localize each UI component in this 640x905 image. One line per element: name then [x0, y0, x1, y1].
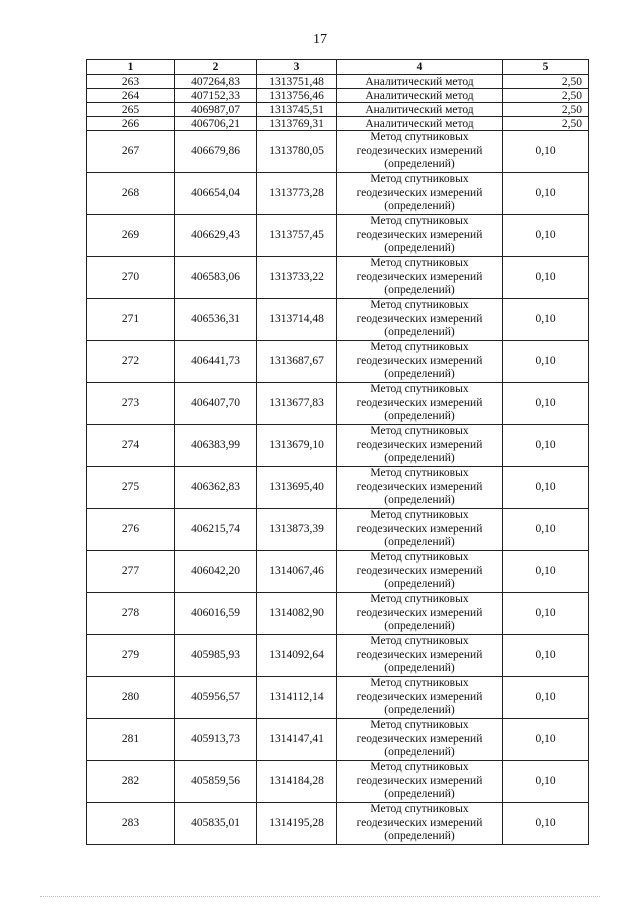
x-coordinate-cell: 405835,01	[175, 803, 257, 845]
accuracy-cell: 0,10	[503, 635, 589, 677]
x-coordinate-cell: 406583,06	[175, 257, 257, 299]
method-cell: Метод спутниковых геодезических измерений (определений)	[337, 257, 503, 299]
accuracy-cell: 0,10	[503, 173, 589, 215]
x-coordinate-cell: 406407,70	[175, 383, 257, 425]
method-cell: Метод спутниковых геодезических измерений (определений)	[337, 173, 503, 215]
point-number-cell: 271	[87, 299, 175, 341]
point-number-cell: 276	[87, 509, 175, 551]
point-number-cell: 266	[87, 117, 175, 131]
method-cell: Метод спутниковых геодезических измерений (определений)	[337, 677, 503, 719]
table-row	[87, 677, 589, 719]
y-coordinate-cell: 1314082,90	[257, 593, 337, 635]
point-number-cell: 264	[87, 89, 175, 103]
y-coordinate-cell: 1313873,39	[257, 509, 337, 551]
accuracy-cell: 0,10	[503, 383, 589, 425]
method-cell: Аналитический метод	[337, 103, 503, 117]
table-row	[87, 467, 589, 509]
table-row	[87, 509, 589, 551]
x-coordinate-cell: 407152,33	[175, 89, 257, 103]
accuracy-cell: 0,10	[503, 803, 589, 845]
table-row	[87, 761, 589, 803]
table-row	[87, 425, 589, 467]
method-cell: Метод спутниковых геодезических измерений (определений)	[337, 635, 503, 677]
accuracy-cell: 0,10	[503, 719, 589, 761]
table-row	[87, 803, 589, 845]
point-number-cell: 274	[87, 425, 175, 467]
y-coordinate-cell: 1314147,41	[257, 719, 337, 761]
x-coordinate-cell: 406362,83	[175, 467, 257, 509]
table-row	[87, 89, 589, 103]
accuracy-cell: 0,10	[503, 131, 589, 173]
table-row	[87, 341, 589, 383]
table-row	[87, 593, 589, 635]
method-cell: Метод спутниковых геодезических измерений (определений)	[337, 425, 503, 467]
accuracy-cell: 0,10	[503, 509, 589, 551]
column-header: 5	[503, 60, 589, 75]
table-row	[87, 75, 589, 89]
point-number-cell: 277	[87, 551, 175, 593]
x-coordinate-cell: 406042,20	[175, 551, 257, 593]
point-number-cell: 265	[87, 103, 175, 117]
x-coordinate-cell: 405913,73	[175, 719, 257, 761]
table-header-row	[87, 60, 589, 75]
y-coordinate-cell: 1313769,31	[257, 117, 337, 131]
method-cell: Метод спутниковых геодезических измерений (определений)	[337, 761, 503, 803]
x-coordinate-cell: 406215,74	[175, 509, 257, 551]
method-cell: Метод спутниковых геодезических измерений (определений)	[337, 299, 503, 341]
accuracy-cell: 0,10	[503, 341, 589, 383]
y-coordinate-cell: 1313745,51	[257, 103, 337, 117]
point-number-cell: 275	[87, 467, 175, 509]
column-header: 2	[175, 60, 257, 75]
accuracy-cell: 0,10	[503, 677, 589, 719]
x-coordinate-cell: 405956,57	[175, 677, 257, 719]
x-coordinate-cell: 405859,56	[175, 761, 257, 803]
method-cell: Метод спутниковых геодезических измерений (определений)	[337, 593, 503, 635]
y-coordinate-cell: 1314195,28	[257, 803, 337, 845]
y-coordinate-cell: 1313679,10	[257, 425, 337, 467]
point-number-cell: 281	[87, 719, 175, 761]
table-row	[87, 117, 589, 131]
coordinates-table	[86, 59, 589, 845]
y-coordinate-cell: 1313714,48	[257, 299, 337, 341]
table-row	[87, 173, 589, 215]
table-row	[87, 635, 589, 677]
x-coordinate-cell: 406441,73	[175, 341, 257, 383]
column-header: 4	[337, 60, 503, 75]
point-number-cell: 263	[87, 75, 175, 89]
accuracy-cell: 2,50	[503, 89, 589, 103]
accuracy-cell: 0,10	[503, 593, 589, 635]
scan-edge-line	[40, 896, 600, 898]
x-coordinate-cell: 406383,99	[175, 425, 257, 467]
accuracy-cell: 0,10	[503, 215, 589, 257]
accuracy-cell: 0,10	[503, 551, 589, 593]
x-coordinate-cell: 406679,86	[175, 131, 257, 173]
table-row	[87, 299, 589, 341]
y-coordinate-cell: 1313780,05	[257, 131, 337, 173]
method-cell: Метод спутниковых геодезических измерений (определений)	[337, 467, 503, 509]
point-number-cell: 268	[87, 173, 175, 215]
table-row	[87, 131, 589, 173]
y-coordinate-cell: 1313773,28	[257, 173, 337, 215]
table-row	[87, 551, 589, 593]
point-number-cell: 269	[87, 215, 175, 257]
column-header: 1	[87, 60, 175, 75]
column-header: 3	[257, 60, 337, 75]
point-number-cell: 267	[87, 131, 175, 173]
x-coordinate-cell: 406706,21	[175, 117, 257, 131]
x-coordinate-cell: 406987,07	[175, 103, 257, 117]
method-cell: Метод спутниковых геодезических измерений (определений)	[337, 215, 503, 257]
table-row	[87, 719, 589, 761]
x-coordinate-cell: 406654,04	[175, 173, 257, 215]
table-row	[87, 383, 589, 425]
accuracy-cell: 0,10	[503, 299, 589, 341]
point-number-cell: 279	[87, 635, 175, 677]
table-body	[87, 75, 589, 845]
y-coordinate-cell: 1314184,28	[257, 761, 337, 803]
point-number-cell: 270	[87, 257, 175, 299]
accuracy-cell: 0,10	[503, 467, 589, 509]
y-coordinate-cell: 1313733,22	[257, 257, 337, 299]
y-coordinate-cell: 1313677,83	[257, 383, 337, 425]
y-coordinate-cell: 1314092,64	[257, 635, 337, 677]
accuracy-cell: 0,10	[503, 425, 589, 467]
method-cell: Метод спутниковых геодезических измерений (определений)	[337, 131, 503, 173]
y-coordinate-cell: 1313756,46	[257, 89, 337, 103]
y-coordinate-cell: 1313751,48	[257, 75, 337, 89]
point-number-cell: 278	[87, 593, 175, 635]
y-coordinate-cell: 1313695,40	[257, 467, 337, 509]
method-cell: Метод спутниковых геодезических измерений (определений)	[337, 803, 503, 845]
y-coordinate-cell: 1313687,67	[257, 341, 337, 383]
table-row	[87, 103, 589, 117]
method-cell: Метод спутниковых геодезических измерений (определений)	[337, 509, 503, 551]
x-coordinate-cell: 407264,83	[175, 75, 257, 89]
accuracy-cell: 2,50	[503, 103, 589, 117]
y-coordinate-cell: 1314067,46	[257, 551, 337, 593]
x-coordinate-cell: 406629,43	[175, 215, 257, 257]
method-cell: Метод спутниковых геодезических измерений (определений)	[337, 341, 503, 383]
method-cell: Метод спутниковых геодезических измерений (определений)	[337, 719, 503, 761]
y-coordinate-cell: 1314112,14	[257, 677, 337, 719]
method-cell: Метод спутниковых геодезических измерений (определений)	[337, 551, 503, 593]
accuracy-cell: 0,10	[503, 761, 589, 803]
table-row	[87, 215, 589, 257]
table-row	[87, 257, 589, 299]
point-number-cell: 273	[87, 383, 175, 425]
method-cell: Аналитический метод	[337, 117, 503, 131]
accuracy-cell: 0,10	[503, 257, 589, 299]
method-cell: Аналитический метод	[337, 89, 503, 103]
y-coordinate-cell: 1313757,45	[257, 215, 337, 257]
point-number-cell: 272	[87, 341, 175, 383]
x-coordinate-cell: 406016,59	[175, 593, 257, 635]
x-coordinate-cell: 405985,93	[175, 635, 257, 677]
page-number: 17	[313, 32, 327, 47]
point-number-cell: 282	[87, 761, 175, 803]
point-number-cell: 283	[87, 803, 175, 845]
accuracy-cell: 2,50	[503, 117, 589, 131]
x-coordinate-cell: 406536,31	[175, 299, 257, 341]
point-number-cell: 280	[87, 677, 175, 719]
method-cell: Аналитический метод	[337, 75, 503, 89]
accuracy-cell: 2,50	[503, 75, 589, 89]
method-cell: Метод спутниковых геодезических измерений (определений)	[337, 383, 503, 425]
